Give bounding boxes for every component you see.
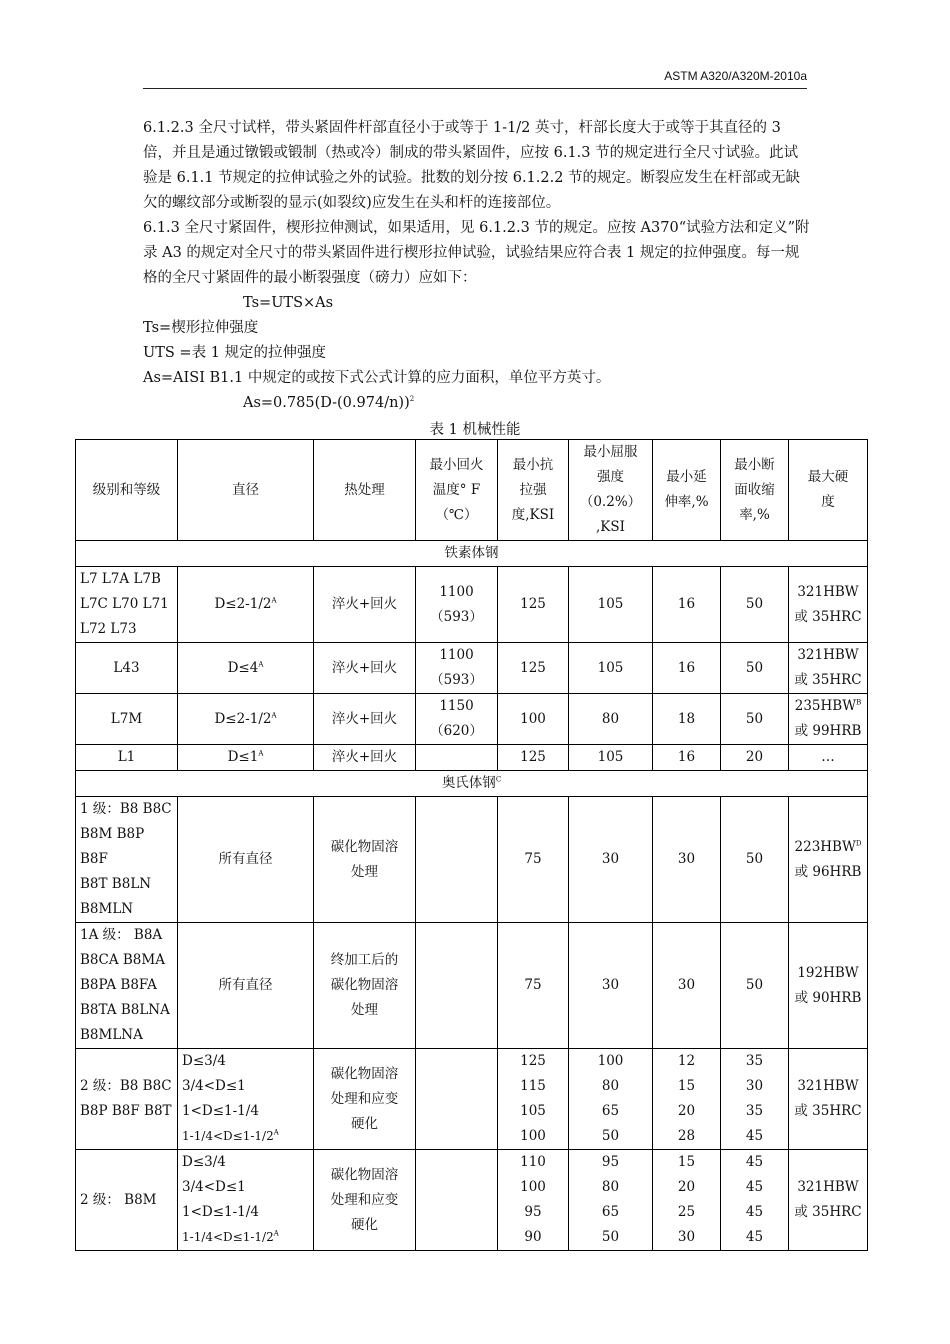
cell-temper — [416, 797, 498, 923]
table-row — [76, 1150, 868, 1251]
cell-diameter: $D\le 2-1/2^A$ — [178, 694, 314, 745]
cell-tensile: 125 — [498, 643, 569, 694]
cell-tensile: 75 — [498, 923, 569, 1049]
cell-temper: 1100 （593） — [416, 567, 498, 643]
document-id: ASTM A320/A320M-2010a — [664, 69, 807, 83]
table-header-row — [76, 440, 868, 541]
cell-yield: 80 — [569, 694, 653, 745]
cell-yield: 95 80 65 50 — [569, 1150, 653, 1251]
cell-hardness: 321HBW 或 35HRC — [789, 1150, 868, 1251]
cell-grade: L7M — [76, 694, 178, 745]
header-diameter: 直径 — [178, 440, 314, 541]
definition-uts: UTS =表 1 规定的拉伸强度 — [143, 345, 327, 361]
formula-as: $As=0.785(D-(0.974/n))^2$ — [243, 395, 415, 411]
section-row-austenitic — [76, 771, 868, 797]
cell-hardness: … — [789, 745, 868, 771]
cell-diameter: 所有直径 — [178, 797, 314, 923]
cell-heat-treatment: 淬火+回火 — [314, 643, 416, 694]
table-row — [76, 745, 868, 771]
cell-tensile: 100 — [498, 694, 569, 745]
header-tensile: 最小抗 拉强 度,KSI — [498, 440, 569, 541]
cell-grade: 2 级： B8M — [76, 1150, 178, 1251]
paragraph-6-1-3: 6.1.3 全尺寸紧固件，楔形拉伸测试，如果适用，见 6.1.2.3 节的规定。应按 A370“试验方法和定义”附录 A3 的规定对全尺寸的带头紧固件进行楔形拉伸试验，试验结果应符合表 1 规定的拉伸强度。每一规格的全尺寸紧固件的最小断裂强度（磅力）应如下： — [143, 220, 810, 286]
cell-reduction-of-area: 50 — [721, 643, 789, 694]
cell-tensile: 75 — [498, 797, 569, 923]
mechanical-properties-table — [75, 439, 868, 1251]
cell-grade: 1 级：B8 B8C B8M B8P B8F B8T B8LN B8MLN — [76, 797, 178, 923]
cell-heat-treatment: 碳化物固溶 处理和应变 硬化 — [314, 1049, 416, 1150]
cell-diameter: $D\le 2-1/2^A$ — [178, 567, 314, 643]
cell-reduction-of-area: 20 — [721, 745, 789, 771]
cell-tensile: 125 — [498, 745, 569, 771]
table-caption: 表 1 机械性能 — [429, 422, 521, 438]
cell-heat-treatment: 淬火+回火 — [314, 567, 416, 643]
cell-heat-treatment: 淬火+回火 — [314, 745, 416, 771]
cell-elongation: 30 — [653, 797, 721, 923]
cell-diameter: $D\le 4^A$ — [178, 643, 314, 694]
table-row — [76, 1049, 868, 1150]
cell-diameter: $D\le 1^A$ — [178, 745, 314, 771]
cell-yield: 100 80 65 50 — [569, 1049, 653, 1150]
header-yield: 最小屈服 强度 （0.2%） ,KSI — [569, 440, 653, 541]
cell-elongation: 16 — [653, 643, 721, 694]
formula-ts: Ts=UTS×As — [243, 295, 334, 311]
cell-hardness: $235HBW^B$ 或 99HRB — [789, 694, 868, 745]
cell-elongation: 15 20 25 30 — [653, 1150, 721, 1251]
cell-hardness: 321HBW 或 35HRC — [789, 567, 868, 643]
cell-tensile: 125 115 105 100 — [498, 1049, 569, 1150]
cell-temper: 1100 （593） — [416, 643, 498, 694]
cell-reduction-of-area: 50 — [721, 567, 789, 643]
cell-heat-treatment: 终加工后的 碳化物固溶 处理 — [314, 923, 416, 1049]
cell-reduction-of-area: 50 — [721, 923, 789, 1049]
cell-temper: 1150 （620） — [416, 694, 498, 745]
cell-grade: L7 L7A L7B L7C L70 L71 L72 L73 — [76, 567, 178, 643]
page-header — [143, 66, 807, 89]
cell-yield: 30 — [569, 923, 653, 1049]
header-grade: 级别和等级 — [76, 440, 178, 541]
header-temper: 最小回火 温度° F （℃） — [416, 440, 498, 541]
cell-elongation: 12 15 20 28 — [653, 1049, 721, 1150]
table-row — [76, 643, 868, 694]
cell-hardness: $223HBW^D$ 或 96HRB — [789, 797, 868, 923]
cell-grade: 2 级：B8 B8C B8P B8F B8T — [76, 1049, 178, 1150]
cell-grade: L43 — [76, 643, 178, 694]
cell-reduction-of-area: 35 30 35 45 — [721, 1049, 789, 1150]
table-row — [76, 923, 868, 1049]
cell-yield: 30 — [569, 797, 653, 923]
cell-heat-treatment: 碳化物固溶 处理和应变 硬化 — [314, 1150, 416, 1251]
cell-diameter: D≤3/4 3/4<D≤1 1<D≤1-1/4 $1-1/4<D\le 1-1/2^A$ — [178, 1049, 314, 1150]
cell-elongation: 16 — [653, 567, 721, 643]
table-row — [76, 797, 868, 923]
cell-temper — [416, 745, 498, 771]
cell-diameter: D≤3/4 3/4<D≤1 1<D≤1-1/4 $1-1/4<D\le 1-1/2^A$ — [178, 1150, 314, 1251]
cell-tensile: 125 — [498, 567, 569, 643]
cell-grade: 1A 级： B8A B8CA B8MA B8PA B8FA B8TA B8LNA B8MLNA — [76, 923, 178, 1049]
body-text — [143, 116, 811, 416]
cell-grade: L1 — [76, 745, 178, 771]
section-row-ferritic — [76, 541, 868, 567]
header-hardness: 最大硬 度 — [789, 440, 868, 541]
cell-hardness: 321HBW 或 35HRC — [789, 1049, 868, 1150]
paragraph-6-1-2-3: 6.1.2.3 全尺寸试样，带头紧固件杆部直径小于或等于 1-1/2 英寸，杆部长度大于或等于其直径的 3 倍，并且是通过镦锻或锻制（热或冷）制成的带头紧固件，应按 6.1.3 节的规定进行全尺寸试验。此试验是 6.1.1 节规定的拉伸试验之外的试验。批数的划分按 6.1.2.2 节的规定。断裂应发生在杆部或无缺欠的螺纹部分或断裂的显示(如裂纹)应发生在头和杆的连接部位。 — [143, 120, 801, 211]
cell-tensile: 110 100 95 90 — [498, 1150, 569, 1251]
cell-temper — [416, 923, 498, 1049]
section-label: 铁素体钢 — [76, 541, 868, 567]
table-row — [76, 694, 868, 745]
cell-reduction-of-area: 45 45 45 45 — [721, 1150, 789, 1251]
definition-ts: Ts=楔形拉伸强度 — [143, 320, 259, 336]
header-elongation: 最小延 伸率,% — [653, 440, 721, 541]
header-reduction-of-area: 最小断 面收缩 率,% — [721, 440, 789, 541]
cell-yield: 105 — [569, 745, 653, 771]
cell-elongation: 30 — [653, 923, 721, 1049]
header-heat-treatment: 热处理 — [314, 440, 416, 541]
cell-diameter: 所有直径 — [178, 923, 314, 1049]
cell-hardness: 321HBW 或 35HRC — [789, 643, 868, 694]
definition-as: As=AISI B1.1 中规定的或按下式公式计算的应力面积，单位平方英寸。 — [143, 370, 611, 386]
table-row — [76, 567, 868, 643]
cell-heat-treatment: 淬火+回火 — [314, 694, 416, 745]
cell-reduction-of-area: 50 — [721, 797, 789, 923]
cell-elongation: 16 — [653, 745, 721, 771]
cell-yield: 105 — [569, 643, 653, 694]
cell-hardness: 192HBW 或 90HRB — [789, 923, 868, 1049]
cell-reduction-of-area: 50 — [721, 694, 789, 745]
cell-yield: 105 — [569, 567, 653, 643]
cell-heat-treatment: 碳化物固溶 处理 — [314, 797, 416, 923]
cell-temper — [416, 1049, 498, 1150]
cell-temper — [416, 1150, 498, 1251]
cell-elongation: 18 — [653, 694, 721, 745]
section-label: 奥氏体钢$^C$ — [76, 771, 868, 797]
